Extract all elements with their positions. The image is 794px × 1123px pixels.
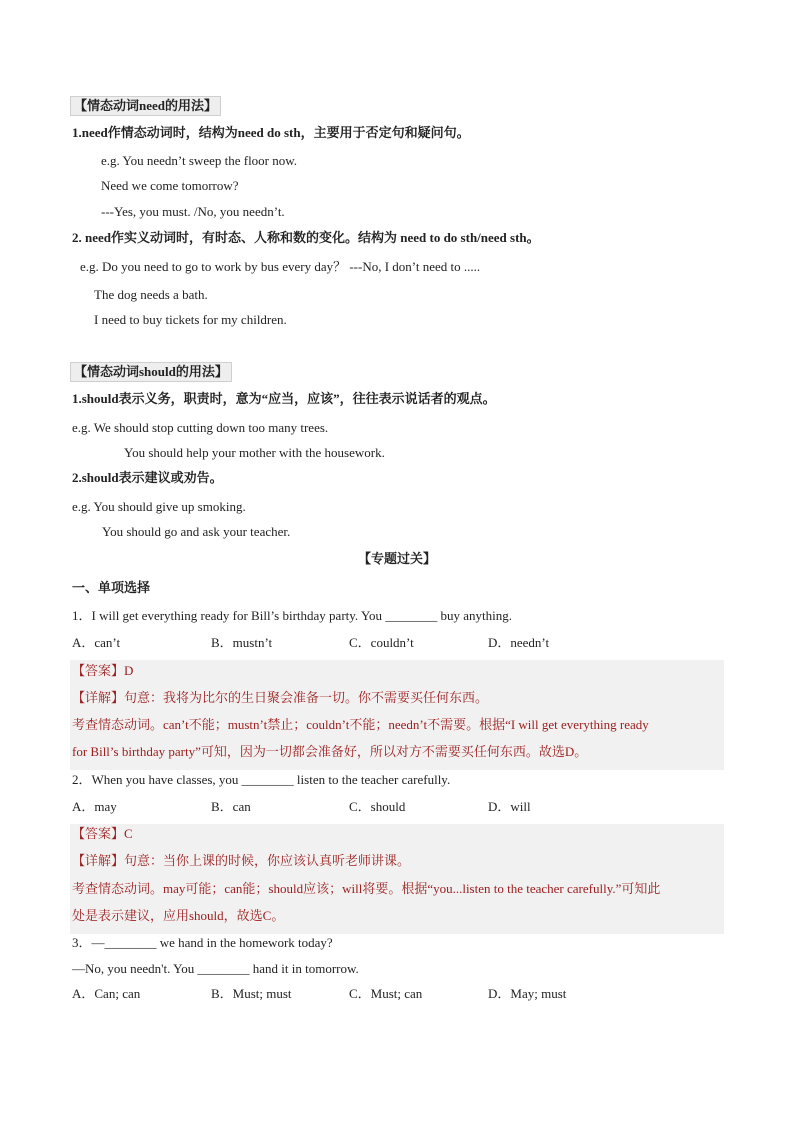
- q1-option-a: A．can’t: [72, 635, 121, 650]
- q1-option-c: C．couldn’t: [349, 635, 414, 650]
- rule-should-advice: 2.should表示建议或劝告。: [72, 470, 223, 485]
- q2-option-c: C．should: [349, 799, 406, 814]
- question-1-stem: 1．I will get everything ready for Bill’s birthday party. You ________ buy anything.: [72, 608, 513, 623]
- example-line: ---Yes, you must. /No, you needn’t.: [101, 204, 285, 219]
- rule-should-duty: 1.should表示义务，职责时，意为“应当，应该”，往往表示说话者的观点。: [72, 391, 496, 406]
- section-header-need: 【情态动词need的用法】: [70, 96, 221, 116]
- q1-answer: 【答案】D: [72, 663, 134, 678]
- example-line: The dog needs a bath.: [94, 287, 208, 302]
- q1-option-b: B．mustn’t: [211, 635, 273, 650]
- q3-option-c: C．Must; can: [349, 986, 423, 1001]
- q2-detail: 考查情态动词。may可能；can能；should应该；will将要。根据“you...listen to the teacher carefully.”可知此: [72, 881, 661, 896]
- part-title: 一、单项选择: [72, 580, 151, 595]
- q2-detail: 【详解】句意：当你上课的时候，你应该认真听老师讲课。: [72, 853, 411, 868]
- rule-need-verb: 2. need作实义动词时，有时态、人称和数的变化。结构为 need to do sth/need sth。: [72, 230, 540, 245]
- rule-need-modal: 1.need作情态动词时，结构为need do sth，主要用于否定句和疑问句。: [72, 125, 470, 140]
- example-line: I need to buy tickets for my children.: [94, 312, 287, 327]
- example-line: e.g. We should stop cutting down too many trees.: [72, 420, 329, 435]
- q3-option-a: A．Can; can: [72, 986, 141, 1001]
- q3-option-b: B．Must; must: [211, 986, 292, 1001]
- q2-option-b: B．can: [211, 799, 251, 814]
- q1-detail: for Bill’s birthday party”可知，因为一切都会准备好，所以对方不需要买任何东西。故选D。: [72, 744, 588, 759]
- example-line: You should go and ask your teacher.: [102, 524, 291, 539]
- q2-option-d: D．will: [488, 799, 531, 814]
- q2-option-a: A．may: [72, 799, 117, 814]
- q1-detail: 考查情态动词。can’t不能；mustn’t禁止；couldn’t不能；needn’t不需要。根据“I will get everything ready: [72, 717, 649, 732]
- example-line: e.g. You should give up smoking.: [72, 499, 246, 514]
- practice-title: 【专题过关】: [357, 551, 436, 566]
- question-2-stem: 2．When you have classes, you ________ listen to the teacher carefully.: [72, 772, 451, 787]
- q1-option-d: D．needn’t: [488, 635, 550, 650]
- example-line: e.g. You needn’t sweep the floor now.: [101, 153, 298, 168]
- example-line: Need we come tomorrow?: [101, 178, 239, 193]
- q1-detail: 【详解】句意：我将为比尔的生日聚会准备一切。你不需要买任何东西。: [72, 690, 489, 705]
- example-line: You should help your mother with the housework.: [124, 445, 385, 460]
- question-3-stem-reply: —No, you needn't. You ________ hand it in tomorrow.: [72, 961, 359, 976]
- q2-answer: 【答案】C: [72, 826, 133, 841]
- q3-option-d: D．May; must: [488, 986, 567, 1001]
- q2-detail: 处是表示建议，应用should，故选C。: [72, 908, 285, 923]
- example-line: e.g. Do you need to go to work by bus every day？ ---No, I don’t need to .....: [80, 259, 481, 274]
- question-3-stem: 3．—________ we hand in the homework today?: [72, 935, 333, 950]
- section-header-should: 【情态动词should的用法】: [70, 362, 232, 382]
